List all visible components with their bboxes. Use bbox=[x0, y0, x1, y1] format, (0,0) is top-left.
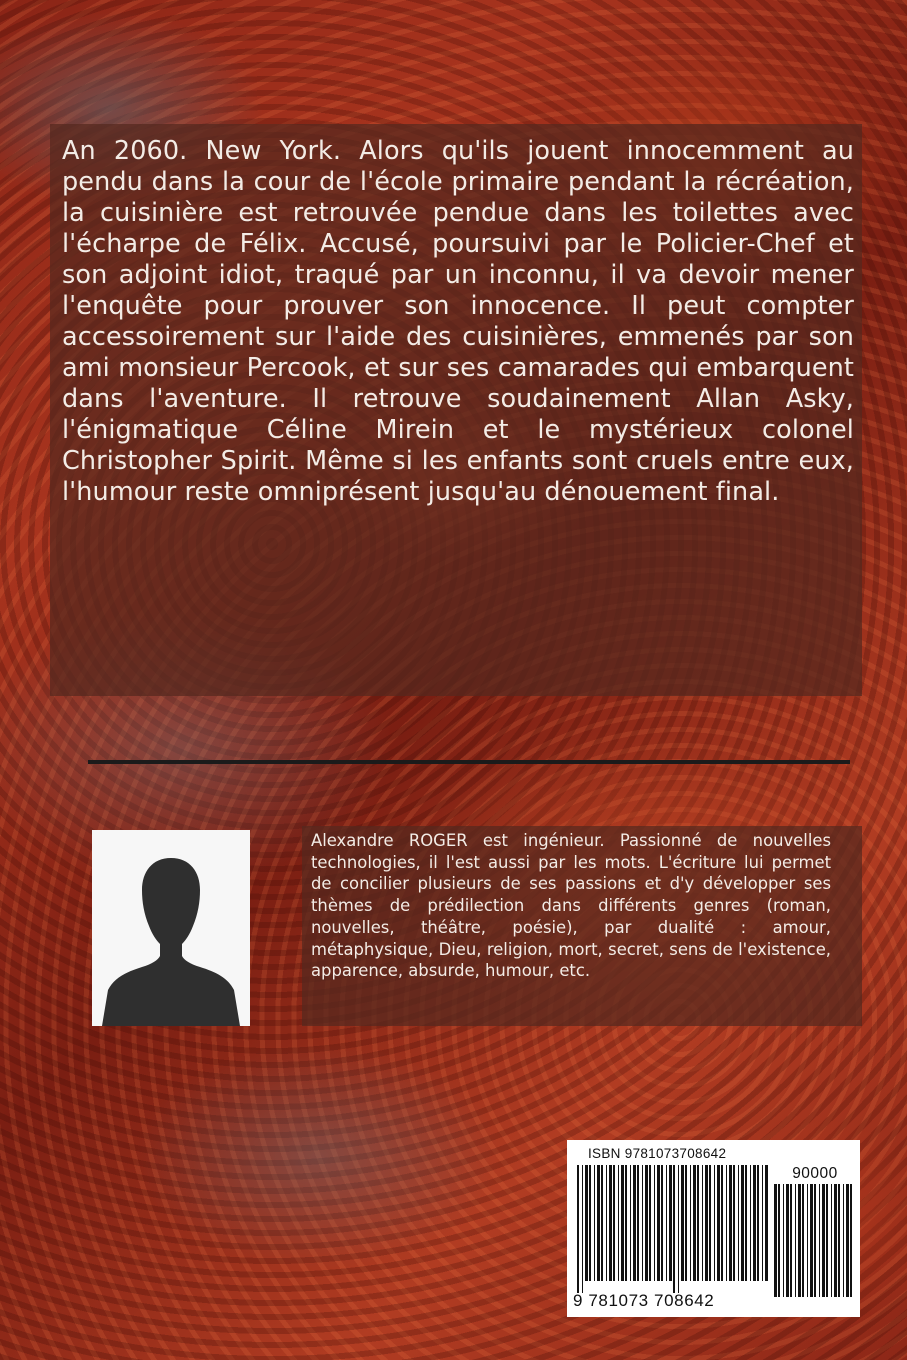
barcode-bar bbox=[606, 1165, 607, 1281]
barcode-bar bbox=[765, 1165, 768, 1281]
barcode-bar bbox=[577, 1165, 579, 1293]
barcode-addon-number: 90000 bbox=[792, 1165, 838, 1182]
barcode-bar bbox=[762, 1165, 763, 1281]
barcode-bar bbox=[709, 1165, 711, 1281]
barcode-bar bbox=[594, 1165, 595, 1281]
barcode-bar bbox=[697, 1165, 699, 1281]
barcode-digits: 9 781073 708642 bbox=[573, 1291, 715, 1310]
barcode-bar bbox=[741, 1165, 744, 1281]
barcode-bar bbox=[678, 1165, 679, 1293]
barcode-bar bbox=[613, 1165, 615, 1281]
barcode-bar bbox=[601, 1165, 603, 1281]
barcode-bar bbox=[705, 1165, 708, 1281]
barcode-bar bbox=[721, 1165, 723, 1281]
barcode-bar bbox=[790, 1184, 792, 1297]
barcode-bar bbox=[666, 1165, 667, 1281]
barcode-bar bbox=[726, 1165, 727, 1281]
barcode-bar bbox=[645, 1165, 648, 1281]
person-silhouette-icon bbox=[92, 830, 250, 1026]
barcode-bar bbox=[810, 1184, 813, 1297]
barcode-bar bbox=[814, 1184, 816, 1297]
barcode-bar bbox=[685, 1165, 687, 1281]
barcode-bar bbox=[798, 1184, 801, 1297]
barcode-bar bbox=[597, 1165, 600, 1281]
barcode-bar bbox=[819, 1184, 820, 1297]
barcode-bar bbox=[846, 1184, 849, 1297]
barcode-bar bbox=[630, 1165, 631, 1281]
barcode-bar bbox=[745, 1165, 747, 1281]
barcode-bar bbox=[625, 1165, 627, 1281]
barcode-bar bbox=[802, 1184, 804, 1297]
book-blurb: An 2060. New York. Alors qu'ils jouent innocemment au pendu dans la cour de l'école primaire pendant la récréation, la cuisinière est retrouvée pendue dans les toilettes avec l'écharpe de Félix. Accusé, poursuivi par le Policier-Chef et son adjoint idiot, traqué par un inconnu, il va devoir mener l'enquête pour prouver son innocence. Il peut compter accessoirement sur l'aide des cuisinières, emmenés par son ami monsieur Percook, et sur ses camarades qui embarquent dans l'aventure. Il retrouve soudainement Allan Asky, l'énigmatique Céline Mirein et le mystérieux colonel Christopher Spirit. Même si les enfants sont cruels entre eux, l'humour reste omniprésent jusqu'au dénouement final. bbox=[62, 136, 854, 507]
author-bio: Alexandre ROGER est ingénieur. Passionné de nouvelles technologies, il l'est aussi par les mots. L'écriture lui permet de concilier plusieurs de ses passions et d'y développer ses thèmes de prédilection dans différents genres (roman, nouvelles, théâtre, poésie), par dualité : amour, métaphysique, Dieu, religion, mort, secret, sens de l'existence, apparence, absurde, humour, etc. bbox=[311, 831, 831, 981]
barcode-bar bbox=[717, 1165, 720, 1281]
barcode-bar bbox=[702, 1165, 703, 1281]
author-photo bbox=[92, 830, 250, 1026]
barcode-bar bbox=[826, 1184, 828, 1297]
barcode-bar bbox=[621, 1165, 624, 1281]
barcode-bar bbox=[654, 1165, 655, 1281]
addon-barcode bbox=[772, 1184, 858, 1309]
barcode-bar bbox=[778, 1184, 780, 1297]
barcode-bar bbox=[733, 1165, 735, 1281]
barcode-bar bbox=[753, 1165, 756, 1281]
barcode-bar bbox=[633, 1165, 636, 1281]
isbn-label: ISBN 9781073708642 bbox=[588, 1146, 727, 1161]
barcode-bar bbox=[661, 1165, 663, 1281]
barcode-bar bbox=[831, 1184, 832, 1297]
barcode-bar bbox=[838, 1184, 840, 1297]
section-divider bbox=[88, 760, 850, 764]
barcode-bar bbox=[738, 1165, 739, 1281]
barcode-bar bbox=[637, 1165, 639, 1281]
barcode-bar bbox=[757, 1165, 759, 1281]
barcode-bar bbox=[642, 1165, 643, 1281]
barcode-bar bbox=[850, 1184, 852, 1297]
barcode-bar bbox=[609, 1165, 612, 1281]
barcode-bar bbox=[589, 1165, 591, 1281]
barcode-bar bbox=[822, 1184, 825, 1297]
barcode-bar bbox=[843, 1184, 844, 1297]
barcode-bar bbox=[834, 1184, 837, 1297]
barcode-bar bbox=[786, 1184, 789, 1297]
barcode-bar bbox=[750, 1165, 751, 1281]
barcode-bar bbox=[795, 1184, 796, 1297]
barcode-bar bbox=[681, 1165, 684, 1281]
barcode-bar bbox=[673, 1165, 675, 1293]
barcode-bar bbox=[649, 1165, 651, 1281]
barcode-bar bbox=[690, 1165, 691, 1281]
barcode-bar bbox=[714, 1165, 715, 1281]
barcode-bar bbox=[807, 1184, 808, 1297]
barcode-bar bbox=[585, 1165, 588, 1281]
barcode-bar bbox=[729, 1165, 732, 1281]
barcode-bar bbox=[669, 1165, 672, 1281]
barcode-bar bbox=[783, 1184, 784, 1297]
barcode-bar bbox=[582, 1165, 583, 1293]
barcode-bar bbox=[693, 1165, 696, 1281]
ean13-barcode bbox=[575, 1165, 770, 1293]
barcode-bar bbox=[618, 1165, 619, 1281]
barcode-bar bbox=[657, 1165, 660, 1281]
barcode-bar bbox=[774, 1184, 777, 1297]
